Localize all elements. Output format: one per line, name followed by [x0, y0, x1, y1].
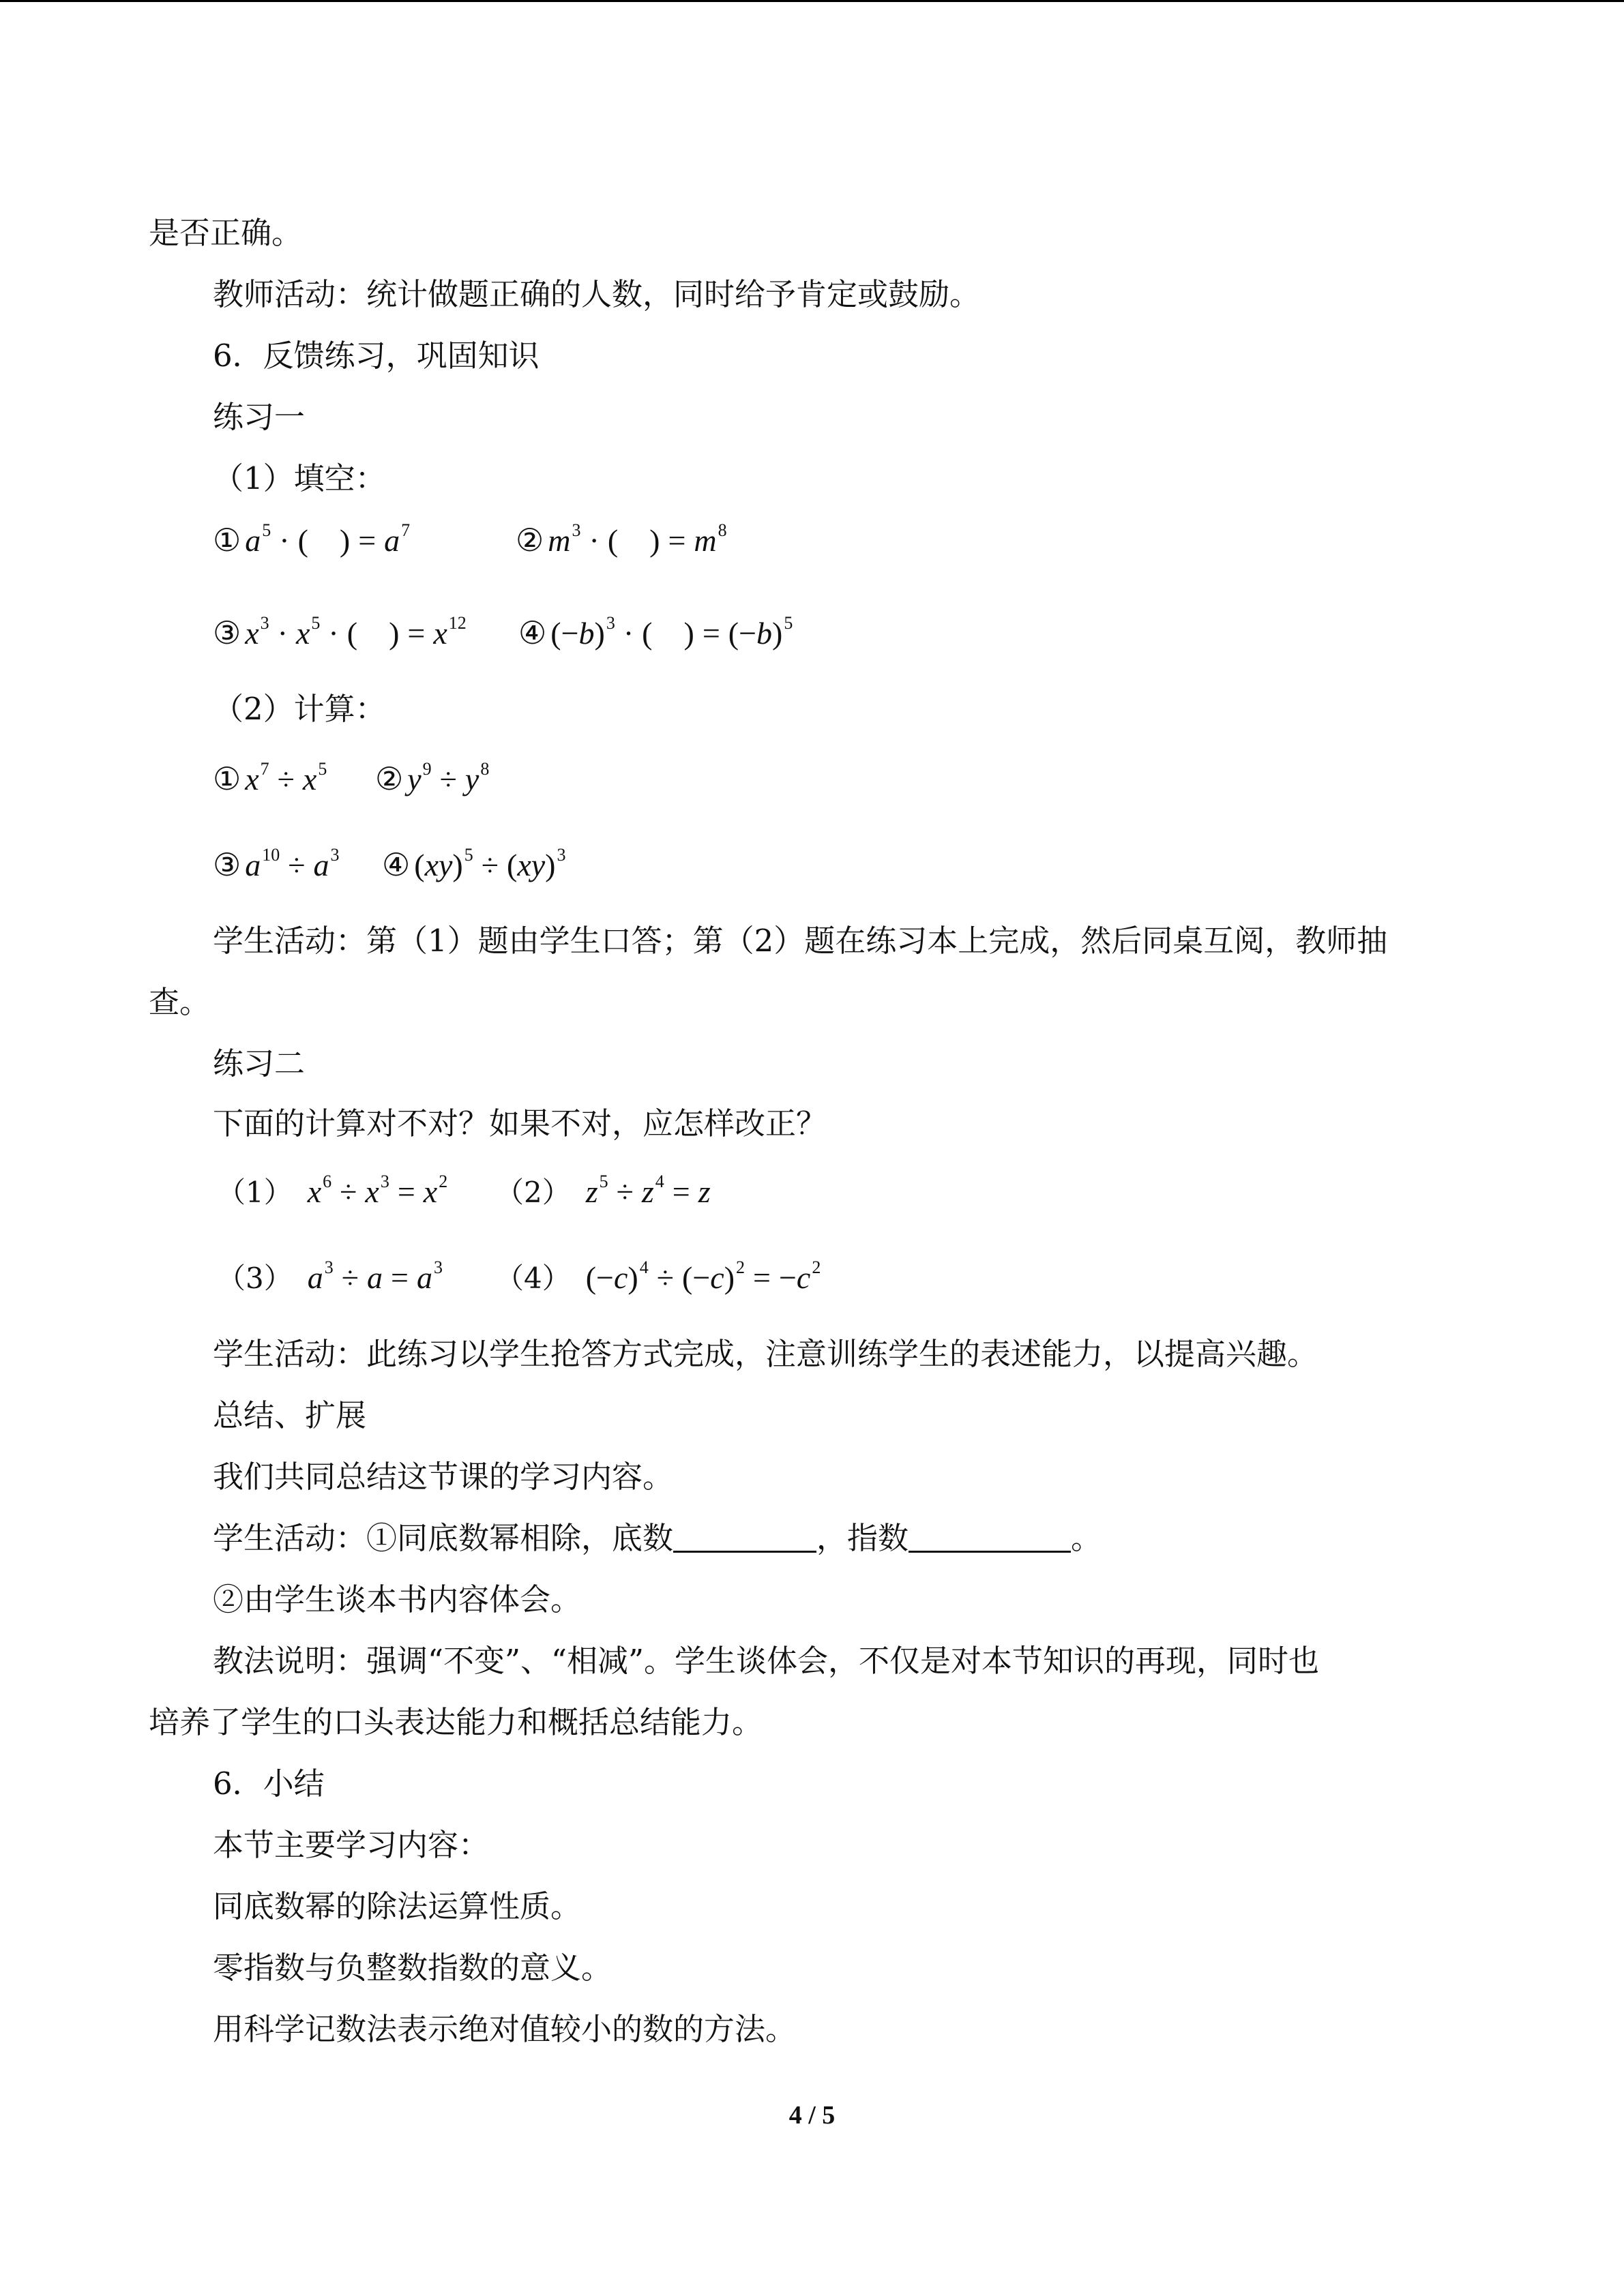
problem-number: （2） [495, 1176, 571, 1209]
problem-number: （3） [217, 1262, 293, 1295]
page-top-border [0, 0, 1624, 2]
circled-number: ③ [213, 846, 241, 883]
problem-number: （1） [217, 1176, 293, 1209]
summary-item-3: 用科学记数法表示绝对值较小的数的方法。 [213, 2011, 797, 2047]
summary-content-intro: 本节主要学习内容： [213, 1827, 490, 1863]
fill-blank-heading: （1）填空： [213, 460, 386, 496]
circled-number: ② [516, 522, 544, 558]
fill-problem-3: ③ $x^3 \cdot x^5$ · ( ) = $x^{12}$ [213, 613, 467, 651]
check-problem-3: （3） $a^3 \div a = a^3$ [217, 1257, 443, 1295]
text-segment: 学生活动：①同底数幂相除，底数 [213, 1520, 674, 1556]
fill-problem-1: ① $a^5$ · ( ) = $a^7$ [213, 520, 411, 558]
check-problem-2: （2） $z^5 \div z^4 = z$ [495, 1172, 711, 1209]
circled-number: ④ [382, 846, 411, 883]
summary-item-2: 零指数与负整数指数的意义。 [213, 1950, 612, 1986]
summary-heading: 总结、扩展 [213, 1397, 367, 1433]
student-activity-2: 学生活动：此练习以学生抢答方式完成，注意训练学生的表述能力，以提高兴趣。 [213, 1336, 1318, 1372]
calc-problem-1: ① $x^7 \div x^5$ [213, 759, 327, 797]
exercise-1-heading: 练习一 [213, 399, 306, 435]
answer-blank-base[interactable] [673, 1521, 816, 1553]
check-problem-4: （4） $(-c)^4 \div (-c)^2 = -c^2$ [495, 1257, 821, 1295]
answer-blank-exponent[interactable] [909, 1521, 1071, 1553]
section-heading-6: 6．反馈练习，巩固知识 [213, 338, 540, 374]
check-problem-1: （1） $x^6 \div x^3 = x^2$ [217, 1172, 448, 1209]
teaching-note-cont: 培养了学生的口头表达能力和概括总结能力。 [149, 1704, 763, 1740]
circled-number: ③ [213, 614, 241, 651]
teaching-note: 教法说明：强调“不变”、“相减”。学生谈体会，不仅是对本节知识的再现，同时也 [213, 1643, 1320, 1679]
text-line: 是否正确。 [149, 215, 303, 251]
text-segment: ，指数 [816, 1520, 909, 1556]
text-segment: 。 [1071, 1520, 1102, 1556]
exercise-2-heading: 练习二 [213, 1045, 306, 1082]
exercise-2-prompt: 下面的计算对不对？如果不对，应怎样改正？ [213, 1105, 827, 1142]
problem-number: （4） [495, 1262, 571, 1295]
fill-problem-2: ② $m^3$ · ( ) = $m^8$ [516, 520, 727, 558]
student-activity-4: ②由学生谈本书内容体会。 [213, 1581, 582, 1617]
calc-problem-4: ④ (xy)$^5$ ÷ (xy)$^3$ [382, 845, 566, 883]
summary-item-1: 同底数幂的除法运算性质。 [213, 1888, 582, 1924]
teacher-activity-1: 教师活动：统计做题正确的人数，同时给予肯定或鼓励。 [213, 276, 981, 312]
calculate-heading: （2）计算： [213, 691, 386, 727]
circled-number: ① [213, 760, 241, 797]
circled-number: ④ [518, 614, 547, 651]
student-activity-3 [213, 1518, 1102, 1559]
circled-number: ① [213, 522, 241, 558]
fill-problem-4: ④ $(-b)^3$ · ( ) = $(-b)^5$ [518, 613, 793, 651]
page-number: 4 / 5 [788, 2101, 836, 2130]
student-activity-1: 学生活动：第（1）题由学生口答；第（2）题在练习本上完成，然后同桌互阅，教师抽 [213, 923, 1388, 959]
student-activity-1-cont: 查。 [149, 984, 211, 1020]
calc-problem-2: ② $y^9 \div y^8$ [375, 759, 490, 797]
section-heading-summary: 6．小结 [213, 1765, 325, 1802]
calc-problem-3: ③ $a^{10} \div a^3$ [213, 845, 340, 883]
circled-number: ② [375, 760, 404, 797]
summary-intro: 我们共同总结这节课的学习内容。 [213, 1459, 674, 1495]
